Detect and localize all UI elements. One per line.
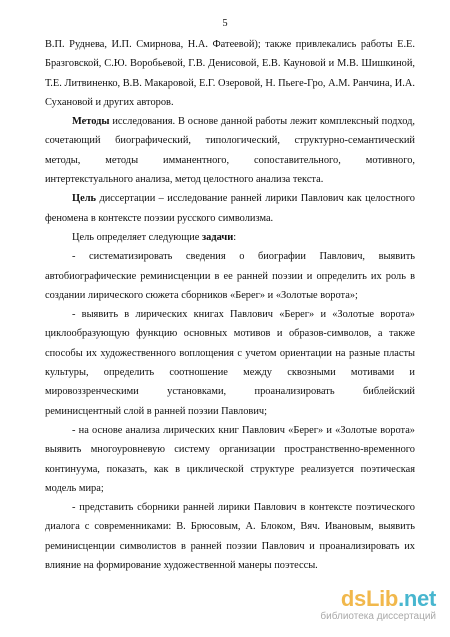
paragraph-methods [45,112,415,189]
paragraph-goal [45,189,415,228]
watermark-logo [286,588,436,610]
watermark [286,588,436,623]
task-item: - представить сборники ранней лирики Павлович в контексте поэтического диалога с современниками: В. Брюсовым, А. Блоком, Вяч. Ивановым, выявить реминисценции символистов в ранней поэзии Павлович и проанализировать их влияние на формирование художественной манеры поэтессы. [45,502,415,572]
task-item: - выявить в лирических книгах Павлович «Берег» и «Золотые ворота» циклообразующую функцию основных мотивов и образов-символов, а также способы их художественного воплощения с учетом ориентации на разные пласты культуры, определить соотношение между сквозными мотивами и мировоззренческими установками, проанализировать библейский реминисцентный слой в ранней поэзии Павлович; [45,309,415,417]
watermark-subtitle: библиотека диссертаций [320,611,436,622]
tasks-term: задачи [201,231,234,243]
watermark-logo-part2: .net [398,586,436,611]
paragraph-tasks-intro [45,228,415,247]
task-item: - систематизировать сведения о биографии Павлович, выявить автобиографические реминисценции в ее ранней поэзии и определить их роль в создании лирического сюжета сборников «Берег» и «Золотые ворота»; [45,251,415,301]
methods-term: Методы [72,116,110,128]
tasks-colon: : [233,231,237,243]
methods-text: исследования. В основе данной работы лежит комплексный подход, сочетающий биографический, типологический, структурно-семантический методы, методы имманентного, сопоставительного, мотивного, интертекстуального анализа, метод целостного анализа текста. [45,116,415,186]
page-number: 5 [222,18,228,29]
goal-term: Цель [72,193,97,205]
task-item: - на основе анализа лирических книг Павлович «Берег» и «Золотые ворота» выявить многоуровневую систему организации пространственно-временного континуума, показать, как в циклической структуре реализуется поэтическая модель мира; [45,424,415,494]
goal-text: диссертации – исследование ранней лирики Павлович как целостного феномена в контексте поэзии русского символизма. [45,193,415,224]
document-body [45,35,415,575]
paragraph-intro: В.П. Руднева, И.П. Смирнова, Н.А. Фатеевой); также привлекались работы Е.Е. Бразговской, С.Ю. Воробьевой, Г.В. Денисовой, Е.В. Кауновой и М.В. Шишкиной, Т.Е. Литвиненко, В.В. Макаровой, Е.Г. Озеровой, Н. Пьеге-Гро, А.М. Ранчина, И.А. Сухановой и других авторов. [45,39,415,108]
watermark-logo-part1: dsLib [340,586,399,611]
tasks-intro-text: Цель определяет следующие [72,231,202,243]
